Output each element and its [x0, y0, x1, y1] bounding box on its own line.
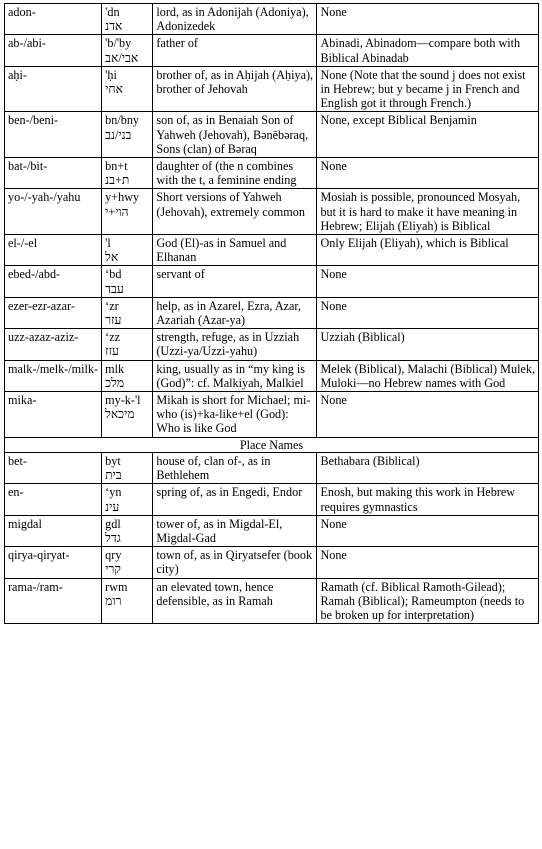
- hebrew-text: עזז: [105, 344, 119, 359]
- meaning-text: king, usually as in “my king is (God)”: cf. Malkiyah, Malkiel: [156, 361, 305, 390]
- meaning-cell: [153, 112, 317, 158]
- hebrew-text: עינ: [105, 499, 120, 514]
- meaning-text: Short versions of Yahweh (Jehovah), extremely common: [156, 190, 305, 219]
- transliteration-text: gdl: [105, 516, 121, 531]
- meaning-cell: [153, 35, 317, 66]
- prefix-cell: [5, 112, 102, 158]
- book-of-mormon-text: None: [320, 548, 347, 563]
- names-table: [4, 3, 539, 624]
- hebrew-text: רומ: [105, 593, 122, 608]
- prefix-cell: [5, 189, 102, 235]
- transliteration-text: ‘zz: [105, 330, 121, 345]
- root-cell: [102, 329, 153, 360]
- book-of-mormon-text: Abinadi, Abinadom—compare both with Biblical Abinadab: [320, 36, 521, 65]
- prefix-text: malk-/melk-/milk-: [8, 361, 99, 376]
- section-header: Place Names: [5, 437, 539, 452]
- bom-cell: [317, 360, 539, 391]
- book-of-mormon-text: Enosh, but making this work in Hebrew requires gymnastics: [320, 485, 516, 514]
- table-row: [5, 189, 539, 235]
- hebrew-text: אחי: [105, 82, 123, 97]
- root-cell: [102, 547, 153, 578]
- meaning-text: tower of, as in Migdal-El, Migdal-Gad: [156, 516, 283, 545]
- bom-cell: [317, 578, 539, 624]
- prefix-cell: [5, 297, 102, 328]
- prefix-cell: [5, 4, 102, 35]
- prefix-text: el-/-el: [8, 236, 38, 251]
- bom-cell: [317, 329, 539, 360]
- book-of-mormon-text: Ramath (cf. Biblical Ramoth-Gilead); Ramah (Biblical); Rameumpton (needs to be broken up for interpretation): [320, 579, 525, 622]
- meaning-cell: [153, 360, 317, 391]
- transliteration-text: rwm: [105, 579, 128, 594]
- transliteration-text: ‘yn: [105, 485, 122, 500]
- transliteration-text: ‘zr: [105, 298, 119, 313]
- hebrew-text: בית: [105, 468, 122, 483]
- prefix-cell: [5, 266, 102, 297]
- book-of-mormon-text: None (Note that the sound j does not exist in Hebrew; but y became j in French and English got it through French.): [320, 67, 526, 111]
- prefix-text: yo-/-yah-/yahu: [8, 190, 81, 205]
- table-row: [5, 578, 539, 624]
- table-row: [5, 515, 539, 546]
- transliteration-text: bn+t: [105, 159, 128, 174]
- root-cell: [102, 515, 153, 546]
- root-cell: [102, 189, 153, 235]
- bom-cell: [317, 66, 539, 112]
- people-names-body: [5, 4, 539, 438]
- prefix-text: adon-: [8, 5, 36, 19]
- prefix-cell: [5, 392, 102, 438]
- root-cell: [102, 452, 153, 483]
- table-row: [5, 4, 539, 35]
- transliteration-text: 'dn: [105, 5, 120, 19]
- transliteration-text: 'b/'by: [105, 36, 132, 51]
- meaning-cell: [153, 392, 317, 438]
- transliteration-text: byt: [105, 453, 121, 468]
- hebrew-text: אל: [105, 250, 119, 265]
- prefix-text: uzz-azaz-aziz-: [8, 330, 79, 345]
- table-row: [5, 392, 539, 438]
- table-row: [5, 547, 539, 578]
- prefix-cell: [5, 35, 102, 66]
- root-cell: [102, 392, 153, 438]
- book-of-mormon-text: None: [320, 267, 347, 282]
- meaning-cell: [153, 4, 317, 35]
- transliteration-text: 'ḥi: [105, 67, 117, 82]
- prefix-text: ebed-/abd-: [8, 267, 61, 282]
- prefix-cell: [5, 360, 102, 391]
- hebrew-text: מלכ: [105, 375, 125, 390]
- root-cell: [102, 360, 153, 391]
- prefix-cell: [5, 578, 102, 624]
- book-of-mormon-text: Melek (Biblical), Malachi (Biblical) Mulek, Muloki—no Hebrew names with God: [320, 361, 536, 390]
- table-row: [5, 235, 539, 266]
- prefix-text: migdal: [8, 516, 42, 531]
- meaning-cell: [153, 158, 317, 189]
- meaning-text: servant of: [156, 267, 205, 282]
- table-row: [5, 112, 539, 158]
- hebrew-text: גדל: [105, 530, 121, 545]
- meaning-text: God (El)-as in Samuel and Elhanan: [156, 236, 287, 265]
- table-row: [5, 329, 539, 360]
- hebrew-text: אדנ: [105, 19, 123, 34]
- transliteration-text: my-k-'l: [105, 393, 141, 408]
- hebrew-text: ת+בנ: [105, 173, 130, 188]
- meaning-cell: [153, 578, 317, 624]
- transliteration-text: ‘bd: [105, 267, 122, 282]
- prefix-cell: [5, 66, 102, 112]
- root-cell: [102, 578, 153, 624]
- hebrew-text: אבי/אב: [105, 50, 139, 65]
- meaning-text: town of, as in Qiryatsefer (book city): [156, 548, 313, 577]
- meaning-cell: [153, 297, 317, 328]
- bom-cell: [317, 235, 539, 266]
- book-of-mormon-text: None: [320, 393, 347, 408]
- table-row: [5, 266, 539, 297]
- prefix-cell: [5, 547, 102, 578]
- root-cell: [102, 266, 153, 297]
- meaning-cell: [153, 515, 317, 546]
- book-of-mormon-text: None: [320, 298, 347, 313]
- table-row: [5, 452, 539, 483]
- prefix-text: aḥi-: [8, 67, 27, 82]
- bom-cell: [317, 35, 539, 66]
- meaning-cell: [153, 189, 317, 235]
- prefix-cell: [5, 329, 102, 360]
- book-of-mormon-text: Bethabara (Biblical): [320, 453, 420, 468]
- table-row: [5, 158, 539, 189]
- prefix-text: mika-: [8, 393, 37, 408]
- hebrew-text: עבד: [105, 281, 124, 296]
- root-cell: [102, 112, 153, 158]
- hebrew-text: מיכאל: [105, 407, 135, 422]
- hebrew-text: הוי+י: [105, 204, 129, 219]
- book-of-mormon-text: Mosiah is possible, pronounced Mosyah, but it is hard to make it have meaning in Hebrew; Elijah (Eliyah) is Biblical: [320, 190, 521, 233]
- prefix-cell: [5, 235, 102, 266]
- transliteration-text: 'l: [105, 236, 111, 251]
- prefix-cell: [5, 452, 102, 483]
- meaning-text: Mikah is short for Michael; mi-who (is)+ka-like+el (God): Who is like God: [156, 393, 311, 436]
- bom-cell: [317, 515, 539, 546]
- root-cell: [102, 35, 153, 66]
- book-of-mormon-text: None: [320, 5, 347, 19]
- bom-cell: [317, 392, 539, 438]
- prefix-text: bat-/bit-: [8, 159, 48, 174]
- transliteration-text: y+hwy: [105, 190, 140, 205]
- root-cell: [102, 66, 153, 112]
- meaning-text: house of, clan of-, as in Bethlehem: [156, 453, 271, 483]
- meaning-text: strength, refuge, as in Uzziah (Uzzi-ya/Uzzi-yahu): [156, 330, 300, 359]
- book-of-mormon-text: Uzziah (Biblical): [320, 330, 405, 345]
- prefix-cell: [5, 515, 102, 546]
- meaning-cell: [153, 484, 317, 515]
- bom-cell: [317, 266, 539, 297]
- table-row: [5, 484, 539, 515]
- bom-cell: [317, 547, 539, 578]
- meaning-cell: [153, 66, 317, 112]
- meaning-text: help, as in Azarel, Ezra, Azar, Azariah (Azar-ya): [156, 298, 302, 328]
- bom-cell: [317, 158, 539, 189]
- prefix-text: qirya-qiryat-: [8, 548, 70, 563]
- section-header-row: [5, 437, 539, 452]
- prefix-text: ben-/beni-: [8, 113, 59, 128]
- bom-cell: [317, 112, 539, 158]
- root-cell: [102, 235, 153, 266]
- place-names-body: [5, 452, 539, 623]
- meaning-text: an elevated town, hence defensible, as in Ramah: [156, 579, 274, 608]
- prefix-text: en-: [8, 485, 24, 500]
- book-of-mormon-text: Only Elijah (Eliyah), which is Biblical: [320, 236, 509, 251]
- hebrew-text: בני/נב: [105, 127, 132, 142]
- root-cell: [102, 158, 153, 189]
- transliteration-text: mlk: [105, 361, 125, 376]
- prefix-text: ab-/abi-: [8, 36, 46, 51]
- book-of-mormon-text: None: [320, 159, 347, 174]
- meaning-cell: [153, 329, 317, 360]
- table-row: [5, 35, 539, 66]
- bom-cell: [317, 4, 539, 35]
- meaning-text: spring of, as in Engedi, Endor: [156, 485, 303, 500]
- meaning-text: son of, as in Benaiah Son of Yahweh (Jehovah), Bənēbəraq, Sons (clan) of Bəraq: [156, 113, 309, 156]
- meaning-text: brother of, as in Aḥijah (Aḥiya), brother of Jehovah: [156, 67, 314, 97]
- book-of-mormon-text: None: [320, 516, 347, 531]
- bom-cell: [317, 452, 539, 483]
- meaning-text: daughter of (the n combines with the t, a feminine ending: [156, 159, 297, 188]
- transliteration-text: qry: [105, 548, 122, 563]
- meaning-text: father of: [156, 36, 198, 51]
- prefix-cell: [5, 158, 102, 189]
- table-row: [5, 66, 539, 112]
- prefix-text: ezer-ezr-azar-: [8, 298, 75, 313]
- root-cell: [102, 297, 153, 328]
- prefix-text: rama-/ram-: [8, 579, 63, 594]
- bom-cell: [317, 484, 539, 515]
- table-row: [5, 360, 539, 391]
- hebrew-text: קרי: [105, 562, 121, 577]
- hebrew-text: עזר: [105, 313, 122, 328]
- meaning-cell: [153, 452, 317, 483]
- transliteration-text: bn/bny: [105, 113, 140, 128]
- bom-cell: [317, 189, 539, 235]
- meaning-text: lord, as in Adonijah (Adoniya), Adonizedek: [156, 5, 309, 34]
- place-section: [5, 437, 539, 452]
- bom-cell: [317, 297, 539, 328]
- prefix-text: bet-: [8, 453, 27, 468]
- book-of-mormon-text: None, except Biblical Benjamin: [320, 113, 477, 128]
- meaning-cell: [153, 266, 317, 297]
- table-row: [5, 297, 539, 328]
- meaning-cell: [153, 235, 317, 266]
- prefix-cell: [5, 484, 102, 515]
- root-cell: [102, 484, 153, 515]
- meaning-cell: [153, 547, 317, 578]
- root-cell: [102, 4, 153, 35]
